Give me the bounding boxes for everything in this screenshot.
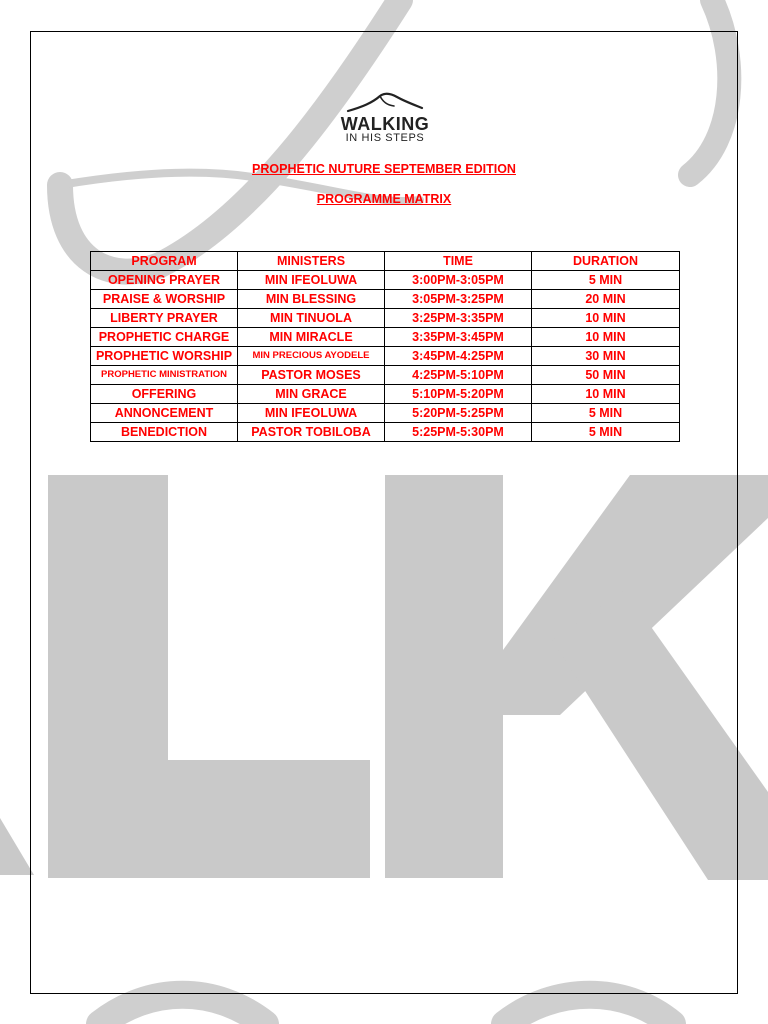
cell-time: 4:25PM-5:10PM (385, 366, 532, 385)
cell-duration: 10 MIN (532, 328, 680, 347)
watermark-arc-left (100, 995, 265, 1024)
cell-minister: MIN BLESSING (238, 290, 385, 309)
programme-matrix-table (90, 251, 680, 442)
document-subtitle: PROGRAMME MATRIX (316, 192, 452, 206)
table-row (91, 385, 680, 404)
cell-program: PROPHETIC WORSHIP (91, 347, 238, 366)
table-row (91, 271, 680, 290)
header-duration: DURATION (532, 252, 680, 271)
cell-duration: 10 MIN (532, 309, 680, 328)
cell-time: 3:05PM-3:25PM (385, 290, 532, 309)
cell-program: BENEDICTION (91, 423, 238, 442)
cell-program: PROPHETIC CHARGE (91, 328, 238, 347)
cell-program: PRAISE & WORSHIP (91, 290, 238, 309)
cell-minister: MIN IFEOLUWA (238, 271, 385, 290)
table-row (91, 347, 680, 366)
table-row (91, 328, 680, 347)
cell-duration: 30 MIN (532, 347, 680, 366)
cell-time: 3:45PM-4:25PM (385, 347, 532, 366)
cell-duration: 20 MIN (532, 290, 680, 309)
header-time: TIME (385, 252, 532, 271)
cell-duration: 5 MIN (532, 423, 680, 442)
cell-program: ANNONCEMENT (91, 404, 238, 423)
cell-minister: MIN PRECIOUS AYODELE (238, 347, 385, 366)
cell-duration: 5 MIN (532, 404, 680, 423)
cell-duration: 10 MIN (532, 385, 680, 404)
table-row (91, 423, 680, 442)
cell-minister: MIN GRACE (238, 385, 385, 404)
logo-tagline: IN HIS STEPS (345, 132, 425, 144)
cell-minister: PASTOR MOSES (238, 366, 385, 385)
table-row (91, 366, 680, 385)
watermark-letter-a-fragment (0, 818, 34, 875)
cell-time: 5:25PM-5:30PM (385, 423, 532, 442)
table-row (91, 309, 680, 328)
cell-minister: PASTOR TOBILOBA (238, 423, 385, 442)
cell-duration: 5 MIN (532, 271, 680, 290)
cell-time: 3:25PM-3:35PM (385, 309, 532, 328)
cell-time: 3:00PM-3:05PM (385, 271, 532, 290)
table-header-row (91, 252, 680, 271)
table-row (91, 290, 680, 309)
walking-in-his-steps-logo (336, 92, 434, 148)
cell-program: OPENING PRAYER (91, 271, 238, 290)
cell-program: LIBERTY PRAYER (91, 309, 238, 328)
document-title: PROPHETIC NUTURE SEPTEMBER EDITION (252, 162, 516, 176)
cell-time: 5:20PM-5:25PM (385, 404, 532, 423)
cell-program: OFFERING (91, 385, 238, 404)
cell-time: 5:10PM-5:20PM (385, 385, 532, 404)
cell-minister: MIN MIRACLE (238, 328, 385, 347)
cell-program: PROPHETIC MINISTRATION (91, 366, 238, 385)
cell-minister: MIN IFEOLUWA (238, 404, 385, 423)
cell-duration: 50 MIN (532, 366, 680, 385)
header-ministers: MINISTERS (238, 252, 385, 271)
logo-wordmark: WALKING (340, 114, 430, 134)
cell-minister: MIN TINUOLA (238, 309, 385, 328)
header-program: PROGRAM (91, 252, 238, 271)
watermark-arc-mid (505, 995, 672, 1024)
footprint-swoosh-icon (342, 92, 432, 116)
cell-time: 3:35PM-3:45PM (385, 328, 532, 347)
table-row (91, 404, 680, 423)
